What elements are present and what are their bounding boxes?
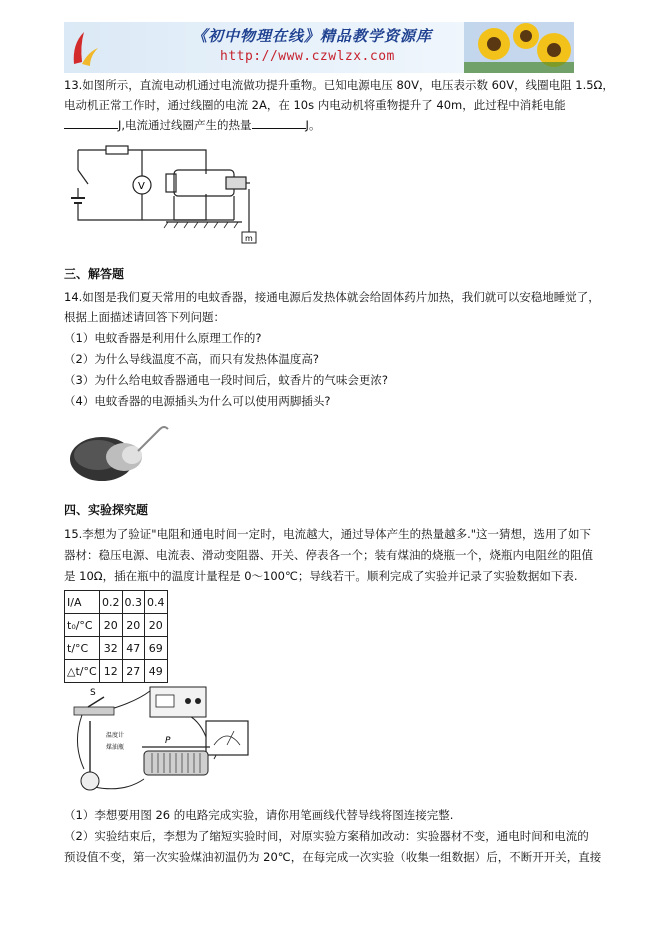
motor-circuit-diagram xyxy=(66,140,266,248)
thermometer-label: 温度计 xyxy=(106,732,125,739)
table-header-cell: t/°C xyxy=(65,637,100,660)
section-title-experiment: 四、实验探究题 xyxy=(64,503,149,517)
banner-url[interactable]: http://www.czwlzx.com xyxy=(220,49,395,64)
q13-text-line1: 13.如图所示，直流电动机通过电流做功提升重物。已知电源电压 80V，电压表示数 60V，线圈电阻 1.5Ω， xyxy=(64,78,614,92)
answer-blank-heat[interactable] xyxy=(252,117,306,129)
table-header-cell: △t/°C xyxy=(65,660,100,683)
table-cell: 0.2 xyxy=(100,591,123,614)
q15-text-line1: 15.李想为了验证"电阻和通电时间一定时，电流越大，通过导体产生的热量越多."这一猜想，选用了如下 xyxy=(64,527,592,541)
table-cell: 32 xyxy=(100,637,123,660)
q14-sub4: （4）电蚊香器的电源插头为什么可以使用两脚插头? xyxy=(64,394,331,408)
q13-text-line3b: J。 xyxy=(305,118,321,132)
table-row xyxy=(65,660,168,683)
table-cell: 0.4 xyxy=(145,591,168,614)
data-table xyxy=(64,590,168,683)
table-cell: 27 xyxy=(122,660,145,683)
mass-label: m xyxy=(245,234,253,243)
table-cell: 20 xyxy=(100,614,123,637)
voltmeter-label: V xyxy=(138,181,145,192)
table-row xyxy=(65,614,168,637)
q13-text-line2: 电动机正常工作时，通过线圈的电流 2A，在 10s 内电动机将重物提升了 40m，此过程中消耗电能 xyxy=(64,98,566,112)
table-cell: 69 xyxy=(145,637,168,660)
table-cell: 49 xyxy=(145,660,168,683)
q15-text-line3: 是 10Ω，插在瓶中的温度计量程是 0～100℃；导线若干。顺利完成了实验并记录了实验数据如下表. xyxy=(64,569,578,583)
rheostat-label: P xyxy=(165,736,171,746)
q14-sub3: （3）为什么给电蚊香器通电一段时间后，蚊香片的气味会更浓? xyxy=(64,373,388,387)
q13-text-line3a: J,电流通过线圈产生的热量 xyxy=(118,118,252,132)
table-cell: 20 xyxy=(145,614,168,637)
table-header-cell: I/A xyxy=(65,591,100,614)
q15-sub1: （1）李想要用图 26 的电路完成实验，请你用笔画线代替导线将图连接完整. xyxy=(64,808,454,822)
q15-sub2-line2: 预设值不变，第一次实验煤油初温仍为 20℃，在每完成一次实验（收集一组数据）后，不断开开关，直接 xyxy=(64,850,602,864)
section-title-answers: 三、解答题 xyxy=(64,267,125,281)
table-cell: 12 xyxy=(100,660,123,683)
table-cell: 47 xyxy=(122,637,145,660)
q13-text-line3 xyxy=(64,117,320,133)
table-cell: 20 xyxy=(122,614,145,637)
logo-icon xyxy=(68,26,104,68)
table-cell: 0.3 xyxy=(122,591,145,614)
experiment-circuit-diagram xyxy=(64,683,259,801)
q15-sub2-line1: （2）实验结束后，李想为了缩短实验时间，对原实验方案稍加改动：实验器材不变，通电时间和电流的 xyxy=(64,829,589,843)
table-header-cell: t₀/°C xyxy=(65,614,100,637)
q14-sub1: （1）电蚊香器是利用什么原理工作的? xyxy=(64,331,262,345)
sunflower-image xyxy=(464,22,574,73)
kerosene-label: 煤油瓶 xyxy=(106,744,125,751)
switch-label: S xyxy=(90,688,96,698)
banner-title: 《初中物理在线》精品教学资源库 xyxy=(192,27,433,45)
table-row xyxy=(65,591,168,614)
header-banner xyxy=(64,22,574,73)
q14-sub2: （2）为什么导线温度不高，而只有发热体温度高? xyxy=(64,352,319,366)
q15-text-line2: 器材：稳压电源、电流表、滑动变阻器、开关、停表各一个；装有煤油的烧瓶一个，烧瓶内电阻丝的阻值 xyxy=(64,548,593,562)
answer-blank-energy[interactable] xyxy=(64,117,118,129)
mosquito-repeller-photo xyxy=(64,415,174,485)
table-row xyxy=(65,637,168,660)
q14-text-line2: 根据上面描述请回答下列问题： xyxy=(64,310,225,324)
q14-text-line1: 14.如图是我们夏天常用的电蚊香器，接通电源后发热体就会给固体药片加热，我们就可以安稳地睡觉了， xyxy=(64,290,600,304)
